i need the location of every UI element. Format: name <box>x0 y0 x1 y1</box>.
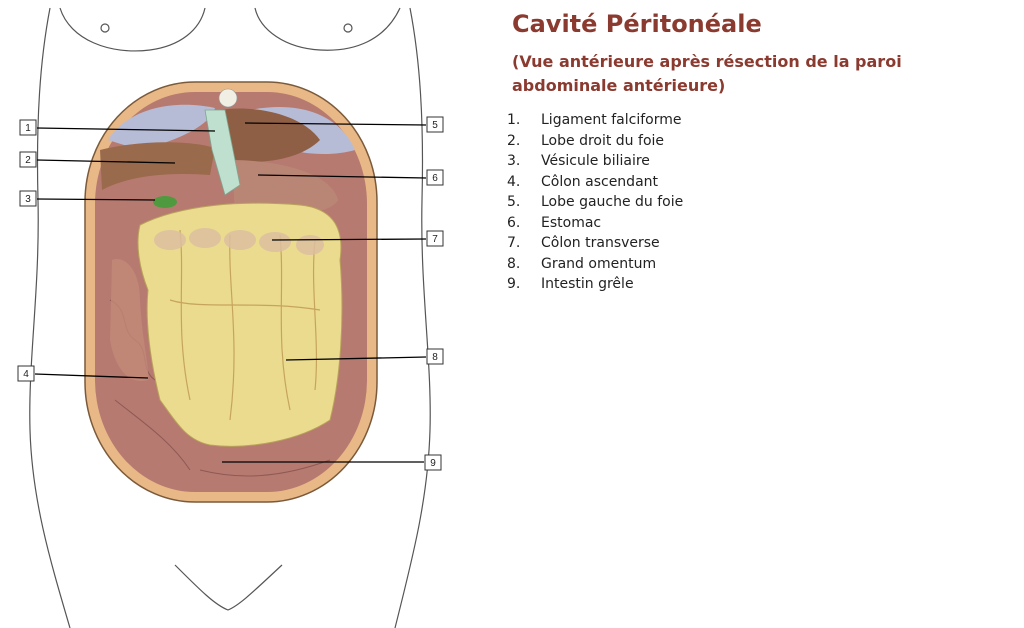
marker-2 <box>20 152 36 167</box>
legend-item <box>507 192 683 213</box>
legend-text: Côlon ascendant <box>541 173 659 190</box>
marker-9 <box>425 455 441 470</box>
legend-number: 7. <box>507 235 521 251</box>
legend-item <box>507 213 683 234</box>
marker-5-label: 5 <box>432 120 438 131</box>
legend-text: Estomac <box>541 214 602 231</box>
marker-4-label: 4 <box>23 369 29 380</box>
legend-number: 5. <box>507 194 521 210</box>
gallbladder <box>153 196 177 208</box>
marker-7-label: 7 <box>432 234 438 245</box>
marker-3 <box>20 191 36 206</box>
legend-number: 4. <box>507 173 521 190</box>
marker-2-label: 2 <box>25 155 31 166</box>
legend-number: 9. <box>507 276 521 292</box>
legend-text: Côlon transverse <box>541 235 660 251</box>
marker-6-label: 6 <box>432 173 438 184</box>
page-title: Cavité Péritonéale <box>512 10 762 38</box>
legend-text: Vésicule biliaire <box>541 153 650 169</box>
marker-5 <box>427 117 443 132</box>
legend-item <box>507 233 683 254</box>
legend-text: Lobe gauche du foie <box>541 194 684 210</box>
legend-number: 1. <box>507 112 521 128</box>
legend-text: Lobe droit du foie <box>541 132 665 149</box>
legend-number: 3. <box>507 153 521 169</box>
umbilical-knob <box>219 89 237 107</box>
legend-item <box>507 172 683 193</box>
marker-9-label: 9 <box>430 458 436 469</box>
legend-number: 2. <box>507 132 521 149</box>
legend-item <box>507 110 683 131</box>
legend-item <box>507 274 683 295</box>
legend-number: 8. <box>507 255 521 272</box>
marker-6 <box>427 170 443 185</box>
marker-1-label: 1 <box>25 123 31 134</box>
legend-text: Ligament falciforme <box>541 112 682 128</box>
page-subtitle: (Vue antérieure après résection de la paroi abdominale antérieure) <box>512 52 902 95</box>
marker-4 <box>18 366 34 381</box>
legend-item <box>507 151 683 172</box>
legend-list <box>507 110 683 295</box>
marker-3-label: 3 <box>25 194 31 205</box>
legend-item <box>507 131 683 152</box>
peritoneal-cavity-illustration <box>0 0 470 628</box>
legend-text: Intestin grêle <box>541 276 634 292</box>
marker-8-label: 8 <box>432 352 438 363</box>
marker-8 <box>427 349 443 364</box>
marker-1 <box>20 120 36 135</box>
legend-number: 6. <box>507 214 521 231</box>
legend-text: Grand omentum <box>541 255 657 272</box>
legend-item <box>507 254 683 275</box>
marker-7 <box>427 231 443 246</box>
